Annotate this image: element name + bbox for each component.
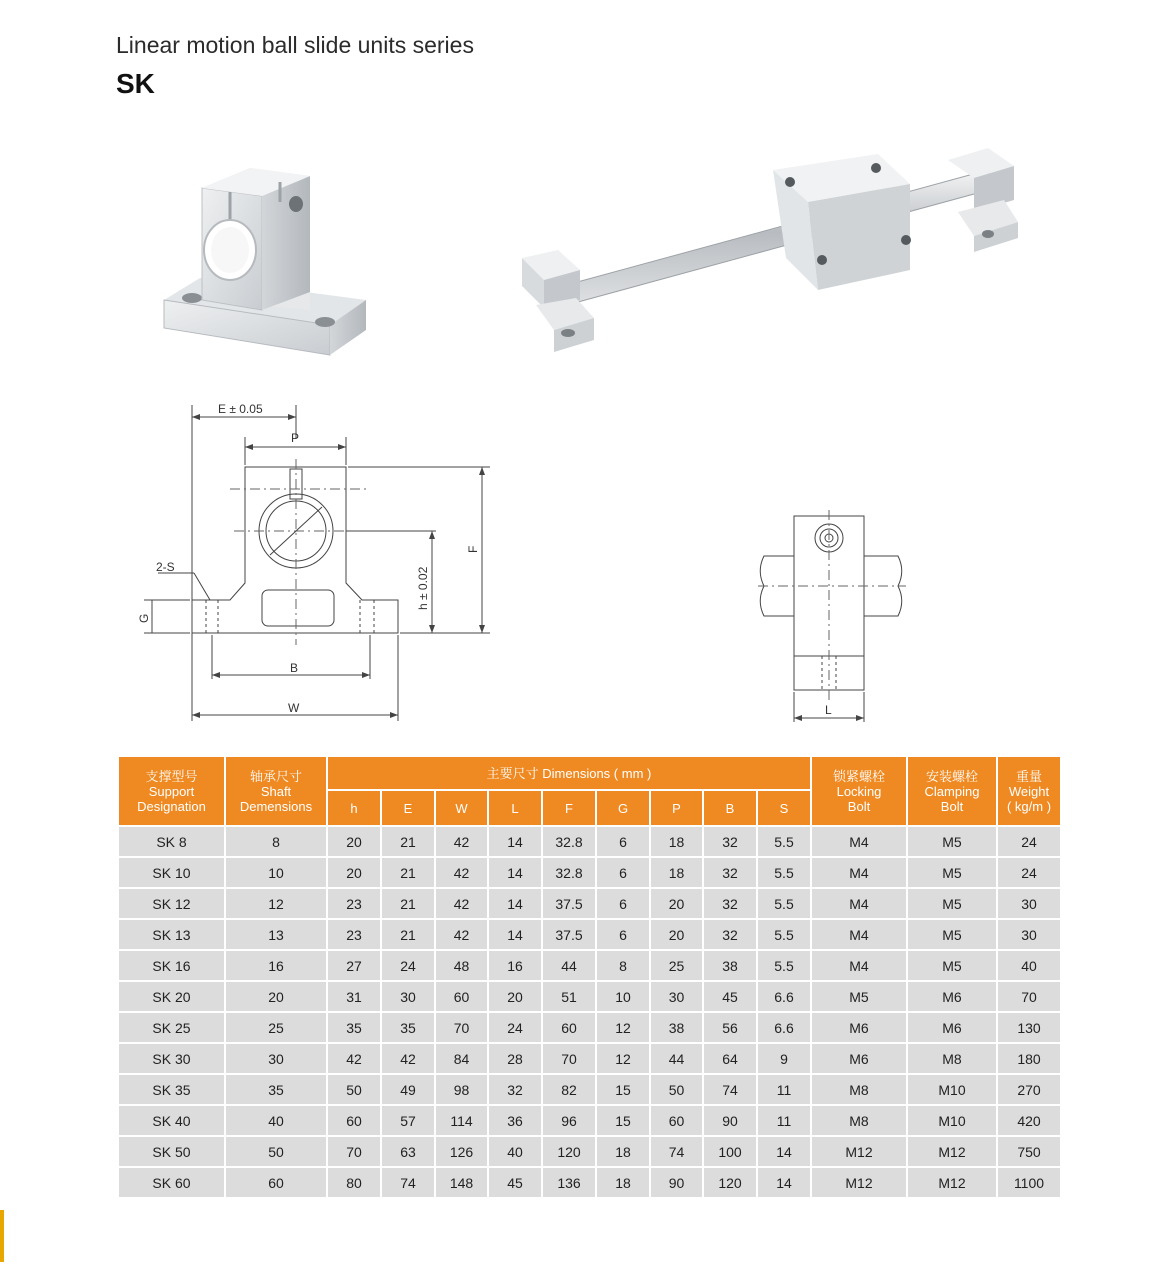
col-dim-header: B — [703, 790, 757, 826]
table-cell: 148 — [435, 1167, 488, 1198]
table-cell: 42 — [435, 826, 488, 857]
table-cell: 48 — [435, 950, 488, 981]
table-cell: SK 16 — [118, 950, 225, 981]
table-cell: 44 — [650, 1043, 703, 1074]
table-cell: M8 — [811, 1074, 907, 1105]
table-cell: M5 — [907, 826, 997, 857]
table-cell: M10 — [907, 1074, 997, 1105]
table-cell: 11 — [757, 1074, 811, 1105]
table-cell: 15 — [596, 1105, 650, 1136]
table-cell: 25 — [225, 1012, 327, 1043]
table-cell: M4 — [811, 888, 907, 919]
table-cell: 21 — [381, 888, 435, 919]
table-cell: 50 — [650, 1074, 703, 1105]
table-cell: SK 40 — [118, 1105, 225, 1136]
col-dim-header: S — [757, 790, 811, 826]
table-cell: 38 — [703, 950, 757, 981]
table-cell: M4 — [811, 826, 907, 857]
table-cell: 18 — [650, 826, 703, 857]
table-cell: 30 — [650, 981, 703, 1012]
table-cell: 100 — [703, 1136, 757, 1167]
table-cell: M12 — [907, 1167, 997, 1198]
table-cell: 13 — [225, 919, 327, 950]
table-cell: 38 — [650, 1012, 703, 1043]
table-cell: 420 — [997, 1105, 1061, 1136]
table-cell: 49 — [381, 1074, 435, 1105]
table-cell: 20 — [327, 857, 381, 888]
table-cell: 23 — [327, 888, 381, 919]
table-cell: 750 — [997, 1136, 1061, 1167]
dim-G-label: G — [137, 613, 151, 623]
table-cell: M4 — [811, 950, 907, 981]
table-cell: M12 — [811, 1167, 907, 1198]
table-cell: SK 20 — [118, 981, 225, 1012]
col-dim-header: E — [381, 790, 435, 826]
table-cell: 70 — [542, 1043, 596, 1074]
table-cell: 126 — [435, 1136, 488, 1167]
front-view-drawing — [130, 395, 500, 725]
table-cell: SK 13 — [118, 919, 225, 950]
col-shaft-header: 轴承尺寸 Shaft Demensions — [225, 756, 327, 826]
table-cell: 50 — [225, 1136, 327, 1167]
table-cell: 14 — [757, 1167, 811, 1198]
table-cell: 21 — [381, 826, 435, 857]
table-cell: 40 — [997, 950, 1061, 981]
table-row — [118, 857, 1061, 888]
table-cell: 21 — [381, 857, 435, 888]
table-cell: 27 — [327, 950, 381, 981]
table-cell: 6 — [596, 826, 650, 857]
table-row — [118, 1012, 1061, 1043]
table-cell: 30 — [997, 919, 1061, 950]
table-cell: SK 35 — [118, 1074, 225, 1105]
table-cell: 14 — [488, 857, 542, 888]
table-cell: 20 — [225, 981, 327, 1012]
table-cell: 24 — [488, 1012, 542, 1043]
table-cell: 60 — [650, 1105, 703, 1136]
table-cell: 14 — [488, 888, 542, 919]
table-cell: 64 — [703, 1043, 757, 1074]
table-cell: 44 — [542, 950, 596, 981]
col-dim-header: L — [488, 790, 542, 826]
table-cell: 90 — [650, 1167, 703, 1198]
table-cell: 120 — [542, 1136, 596, 1167]
dimensions-group-header: 主要尺寸 Dimensions ( mm ) — [327, 756, 811, 790]
table-cell: 18 — [596, 1167, 650, 1198]
table-cell: 42 — [435, 888, 488, 919]
table-cell: M4 — [811, 857, 907, 888]
table-cell: M8 — [811, 1105, 907, 1136]
table-cell: 60 — [327, 1105, 381, 1136]
table-cell: SK 60 — [118, 1167, 225, 1198]
table-cell: 37.5 — [542, 888, 596, 919]
dim-L-label: L — [825, 703, 832, 717]
col-weight-header: 重量 Weight ( kg/m ) — [997, 756, 1061, 826]
table-cell: M6 — [811, 1043, 907, 1074]
col-dim-header: W — [435, 790, 488, 826]
table-cell: 45 — [703, 981, 757, 1012]
table-row — [118, 888, 1061, 919]
table-cell: 270 — [997, 1074, 1061, 1105]
table-cell: 32 — [703, 919, 757, 950]
table-row — [118, 1074, 1061, 1105]
table-cell: 20 — [327, 826, 381, 857]
col-dim-header: P — [650, 790, 703, 826]
table-cell: M5 — [907, 919, 997, 950]
edge-accent-mark — [0, 1210, 4, 1262]
table-cell: 35 — [381, 1012, 435, 1043]
table-cell: 130 — [997, 1012, 1061, 1043]
side-view-drawing — [758, 508, 908, 723]
table-cell: 5.5 — [757, 857, 811, 888]
table-cell: 57 — [381, 1105, 435, 1136]
table-cell: SK 30 — [118, 1043, 225, 1074]
table-cell: 5.5 — [757, 919, 811, 950]
table-row — [118, 1136, 1061, 1167]
table-cell: 6.6 — [757, 981, 811, 1012]
col-clamping-header: 安装螺栓 Clamping Bolt — [907, 756, 997, 826]
table-cell: 42 — [435, 857, 488, 888]
table-row — [118, 1167, 1061, 1198]
table-cell: 42 — [435, 919, 488, 950]
table-cell: SK 50 — [118, 1136, 225, 1167]
table-cell: 15 — [596, 1074, 650, 1105]
dim-B-label: B — [290, 661, 299, 675]
table-cell: 6 — [596, 919, 650, 950]
table-cell: SK 25 — [118, 1012, 225, 1043]
table-cell: 35 — [225, 1074, 327, 1105]
table-cell: 31 — [327, 981, 381, 1012]
table-row — [118, 981, 1061, 1012]
table-cell: 24 — [381, 950, 435, 981]
table-cell: 42 — [327, 1043, 381, 1074]
table-cell: 6.6 — [757, 1012, 811, 1043]
linear-shaft-assembly-photo — [518, 140, 1023, 365]
table-cell: 30 — [381, 981, 435, 1012]
table-row — [118, 950, 1061, 981]
table-cell: M6 — [907, 1012, 997, 1043]
dim-S-label: 2-S — [156, 560, 175, 574]
table-cell: 74 — [650, 1136, 703, 1167]
dim-h-label: h ± 0.02 — [416, 566, 430, 610]
col-dim-header: h — [327, 790, 381, 826]
table-cell: M12 — [811, 1136, 907, 1167]
spec-table — [117, 755, 1062, 1199]
table-cell: 37.5 — [542, 919, 596, 950]
table-cell: 32 — [703, 826, 757, 857]
table-cell: M12 — [907, 1136, 997, 1167]
table-cell: 28 — [488, 1043, 542, 1074]
table-cell: 24 — [997, 857, 1061, 888]
table-cell: 16 — [225, 950, 327, 981]
table-cell: 20 — [650, 919, 703, 950]
table-cell: 16 — [488, 950, 542, 981]
col-locking-header: 锁紧螺栓 Locking Bolt — [811, 756, 907, 826]
table-cell: 60 — [542, 1012, 596, 1043]
table-cell: 30 — [997, 888, 1061, 919]
table-cell: 114 — [435, 1105, 488, 1136]
table-cell: M6 — [907, 981, 997, 1012]
table-cell: 32.8 — [542, 857, 596, 888]
table-cell: SK 8 — [118, 826, 225, 857]
table-cell: 50 — [327, 1074, 381, 1105]
table-cell: 180 — [997, 1043, 1061, 1074]
table-cell: 5.5 — [757, 826, 811, 857]
table-cell: 6 — [596, 857, 650, 888]
col-designation-header: 支撑型号 Support Designation — [118, 756, 225, 826]
table-cell: 20 — [488, 981, 542, 1012]
table-cell: 32 — [488, 1074, 542, 1105]
table-cell: 14 — [757, 1136, 811, 1167]
table-cell: 1100 — [997, 1167, 1061, 1198]
table-cell: 32 — [703, 857, 757, 888]
col-dim-header: F — [542, 790, 596, 826]
table-cell: M4 — [811, 919, 907, 950]
page-title: Linear motion ball slide units series — [116, 32, 474, 58]
table-cell: SK 12 — [118, 888, 225, 919]
table-cell: 42 — [381, 1043, 435, 1074]
table-cell: 90 — [703, 1105, 757, 1136]
table-cell: 51 — [542, 981, 596, 1012]
table-cell: 11 — [757, 1105, 811, 1136]
table-cell: 14 — [488, 919, 542, 950]
table-cell: 74 — [703, 1074, 757, 1105]
table-cell: 96 — [542, 1105, 596, 1136]
dim-F-label: F — [466, 545, 480, 553]
table-cell: 10 — [225, 857, 327, 888]
dim-P-label: P — [291, 431, 300, 445]
table-cell: 70 — [997, 981, 1061, 1012]
table-row — [118, 826, 1061, 857]
table-cell: M5 — [907, 857, 997, 888]
table-cell: 36 — [488, 1105, 542, 1136]
table-cell: 20 — [650, 888, 703, 919]
table-cell: 8 — [596, 950, 650, 981]
table-cell: 5.5 — [757, 950, 811, 981]
table-cell: 30 — [225, 1043, 327, 1074]
table-cell: 35 — [327, 1012, 381, 1043]
table-row — [118, 1043, 1061, 1074]
table-cell: 84 — [435, 1043, 488, 1074]
col-dim-header: G — [596, 790, 650, 826]
table-cell: 63 — [381, 1136, 435, 1167]
table-row — [118, 919, 1061, 950]
table-cell: 25 — [650, 950, 703, 981]
table-cell: 40 — [488, 1136, 542, 1167]
table-cell: 80 — [327, 1167, 381, 1198]
table-cell: M6 — [811, 1012, 907, 1043]
sk-block-photo — [160, 150, 375, 365]
table-cell: 70 — [327, 1136, 381, 1167]
table-cell: 98 — [435, 1074, 488, 1105]
table-cell: 82 — [542, 1074, 596, 1105]
table-cell: 120 — [703, 1167, 757, 1198]
table-cell: 12 — [596, 1012, 650, 1043]
table-cell: 18 — [596, 1136, 650, 1167]
table-cell: 40 — [225, 1105, 327, 1136]
table-cell: 70 — [435, 1012, 488, 1043]
table-cell: 32 — [703, 888, 757, 919]
table-cell: M8 — [907, 1043, 997, 1074]
table-cell: 23 — [327, 919, 381, 950]
table-cell: 8 — [225, 826, 327, 857]
dim-W-label: W — [288, 701, 300, 715]
table-cell: M5 — [907, 888, 997, 919]
table-cell: 24 — [997, 826, 1061, 857]
table-cell: 136 — [542, 1167, 596, 1198]
table-cell: 12 — [596, 1043, 650, 1074]
table-cell: M5 — [907, 950, 997, 981]
dim-E-label: E ± 0.05 — [218, 402, 263, 416]
table-cell: M5 — [811, 981, 907, 1012]
table-cell: 12 — [225, 888, 327, 919]
table-cell: 60 — [435, 981, 488, 1012]
table-cell: 56 — [703, 1012, 757, 1043]
table-cell: 9 — [757, 1043, 811, 1074]
table-cell: 32.8 — [542, 826, 596, 857]
model-code: SK — [116, 68, 155, 99]
table-cell: 21 — [381, 919, 435, 950]
table-cell: 5.5 — [757, 888, 811, 919]
table-cell: 18 — [650, 857, 703, 888]
table-cell: 14 — [488, 826, 542, 857]
table-cell: 6 — [596, 888, 650, 919]
table-cell: 45 — [488, 1167, 542, 1198]
table-cell: 74 — [381, 1167, 435, 1198]
table-row — [118, 1105, 1061, 1136]
table-cell: SK 10 — [118, 857, 225, 888]
table-cell: M10 — [907, 1105, 997, 1136]
table-cell: 10 — [596, 981, 650, 1012]
table-cell: 60 — [225, 1167, 327, 1198]
